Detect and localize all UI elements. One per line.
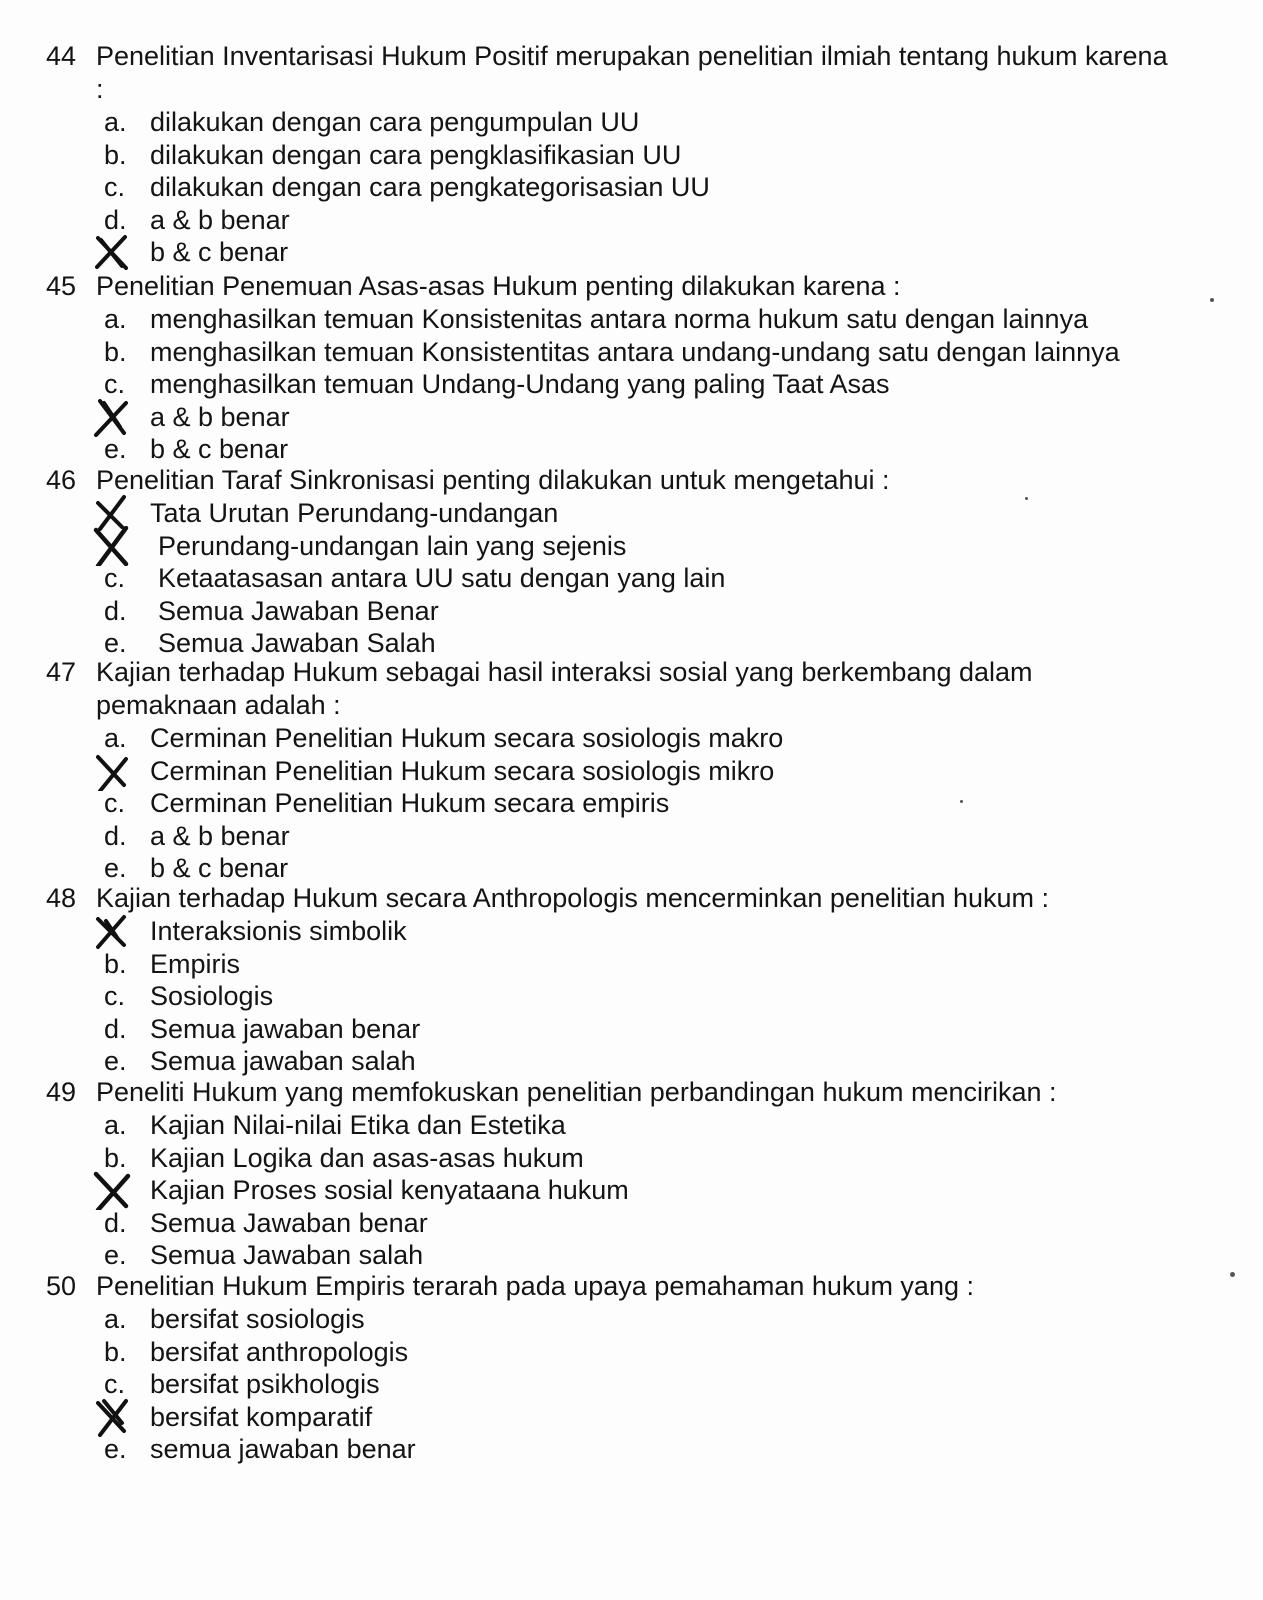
option-letter: d. [104,595,127,626]
question-text: Penelitian Taraf Sinkronisasi penting dilakukan untuk mengetahui : [96,465,890,495]
options-list [104,915,1226,1078]
option-d [104,1401,1226,1434]
option-b [104,530,1226,563]
question-text: Kajian terhadap Hukum sebagai hasil interaksi sosial yang berkembang dalam pemaknaan adalah : [96,657,1033,720]
option-letter: c. [104,1369,126,1399]
question-text: Kajian terhadap Hukum secara Anthropologis mencerminkan penelitian hukum : [96,883,1050,913]
option-text: bersifat komparatif [150,1401,373,1432]
option-text: Semua jawaban salah [150,1046,416,1076]
handwritten-cross-mark-icon [92,1397,132,1437]
question-49 [46,1076,1226,1272]
option-e [104,627,1226,660]
question-text: Penelitian Penemuan Asas-asas Hukum penting dilakukan karena : [96,271,901,301]
handwritten-cross-mark-icon [92,397,132,437]
option-a [104,106,1226,139]
option-text: a & b benar [150,204,290,235]
option-e [104,852,1226,885]
option-e [104,1433,1226,1466]
option-text: Sosiologis [150,981,274,1011]
option-text: Semua Jawaban Benar [158,595,439,626]
option-letter: c. [104,981,126,1011]
option-e [104,236,1226,269]
option-b [104,948,1226,981]
option-text: bersifat psikhologis [150,1369,380,1399]
option-c [104,562,1226,595]
option-c [104,1368,1226,1401]
option-text: b & c benar [150,237,289,267]
option-c [104,171,1226,204]
question-text: Peneliti Hukum yang memfokuskan penelitian perbandingan hukum mencirikan : [96,1077,1057,1107]
option-text: Cerminan Penelitian Hukum secara sosiologis makro [150,723,784,753]
scan-speck [960,800,963,803]
option-e [104,1239,1226,1272]
option-letter: e. [104,1046,127,1076]
option-letter: e. [104,628,127,658]
option-d [104,1013,1226,1046]
option-text: Kajian Logika dan asas-asas hukum [150,1142,584,1173]
option-d [104,820,1226,853]
question-48 [46,882,1226,1078]
option-letter: b. [104,948,127,979]
option-e [104,433,1226,466]
options-list [104,1109,1226,1272]
option-letter: a. [104,1304,127,1334]
option-letter: e. [104,1434,127,1464]
option-text: semua jawaban benar [150,1434,416,1464]
option-text: dilakukan dengan cara pengklasifikasian UU [150,139,682,170]
option-text: Kajian Nilai-nilai Etika dan Estetika [150,1110,566,1140]
option-a [104,722,1226,755]
option-letter: d. [104,204,127,235]
option-b [104,1142,1226,1175]
option-text: menghasilkan temuan Undang-Undang yang paling Taat Asas [150,369,890,399]
option-letter: e. [104,1240,127,1270]
option-c [104,368,1226,401]
option-text: Tata Urutan Perundang-undangan [150,498,559,528]
option-text: Ketaatasasan antara UU satu dengan yang lain [158,563,726,593]
option-text: bersifat anthropologis [150,1336,409,1367]
question-text: Penelitian Inventarisasi Hukum Positif merupakan penelitian ilmiah tentang hukum karena : [96,41,1168,104]
option-text: a & b benar [150,401,290,432]
question-number: 45 [46,271,77,301]
question-number: 49 [46,1077,77,1107]
option-text: dilakukan dengan cara pengkategorisasian UU [150,172,710,202]
option-a [104,915,1226,948]
question-47 [46,656,1226,885]
options-list [104,106,1226,269]
option-d [104,1207,1226,1240]
option-letter: d. [104,1207,127,1238]
handwritten-cross-mark-icon [92,751,132,791]
option-text: Kajian Proses sosial kenyataana hukum [150,1175,629,1205]
question-45 [46,270,1226,466]
option-d [104,595,1226,628]
option-c [104,980,1226,1013]
option-text: Cerminan Penelitian Hukum secara empiris [150,788,670,818]
option-d [104,401,1226,434]
question-number: 44 [46,41,77,71]
option-c [104,1174,1226,1207]
question-text: Penelitian Hukum Empiris terarah pada upaya pemahaman hukum yang : [96,1271,974,1301]
question-number: 46 [46,465,77,495]
option-letter: c. [104,172,126,202]
question-50 [46,1270,1226,1466]
option-e [104,1045,1226,1078]
option-text: Semua Jawaban Salah [158,628,436,658]
option-letter: e. [104,853,127,883]
handwritten-cross-mark-icon [92,911,132,951]
option-letter: a. [104,723,127,753]
question-number: 47 [46,657,77,687]
option-a [104,497,1226,530]
option-letter: e. [104,434,127,464]
option-text: b & c benar [150,434,289,464]
option-letter: b. [104,1336,127,1367]
option-letter: c. [104,563,126,593]
option-d [104,204,1226,237]
option-letter: b. [104,1142,127,1173]
option-a [104,303,1226,336]
option-text: menghasilkan temuan Konsistenitas antara norma hukum satu dengan lainnya [150,304,1089,334]
options-list [104,303,1226,466]
option-c [104,787,1226,820]
options-list [104,1303,1226,1466]
handwritten-cross-mark-icon [92,526,132,566]
option-a [104,1109,1226,1142]
option-b [104,139,1226,172]
option-letter: a. [104,304,127,334]
question-number: 48 [46,883,77,913]
option-letter: c. [104,788,126,818]
scan-speck [1025,497,1028,500]
option-text: bersifat sosiologis [150,1304,365,1334]
option-text: menghasilkan temuan Konsistentitas antara undang-undang satu dengan lainnya [150,336,1120,367]
handwritten-cross-mark-icon [92,232,132,272]
option-text: Semua Jawaban salah [150,1240,424,1270]
option-text: dilakukan dengan cara pengumpulan UU [150,107,640,137]
scan-speck [1230,1272,1235,1277]
option-text: Cerminan Penelitian Hukum secara sosiologis mikro [150,755,775,786]
option-b [104,336,1226,369]
option-text: b & c benar [150,853,289,883]
option-b [104,755,1226,788]
option-letter: c. [104,369,126,399]
option-text: Semua Jawaban benar [150,1207,428,1238]
option-letter: a. [104,1110,127,1140]
options-list [104,497,1226,660]
option-text: a & b benar [150,820,290,851]
option-letter: a. [104,107,127,137]
option-text: Interaksionis simbolik [150,916,407,946]
question-number: 50 [46,1271,77,1301]
option-letter: b. [104,139,127,170]
option-text: Perundang-undangan lain yang sejenis [158,530,627,561]
option-letter: d. [104,1013,127,1044]
option-a [104,1303,1226,1336]
option-letter: b. [104,336,127,367]
option-letter: d. [104,820,127,851]
question-46 [46,464,1226,660]
option-text: Semua jawaban benar [150,1013,421,1044]
option-b [104,1336,1226,1369]
scan-speck [1210,298,1214,302]
handwritten-cross-mark-icon [92,1170,132,1210]
options-list [104,722,1226,885]
question-44 [46,40,1226,269]
option-text: Empiris [150,948,241,979]
